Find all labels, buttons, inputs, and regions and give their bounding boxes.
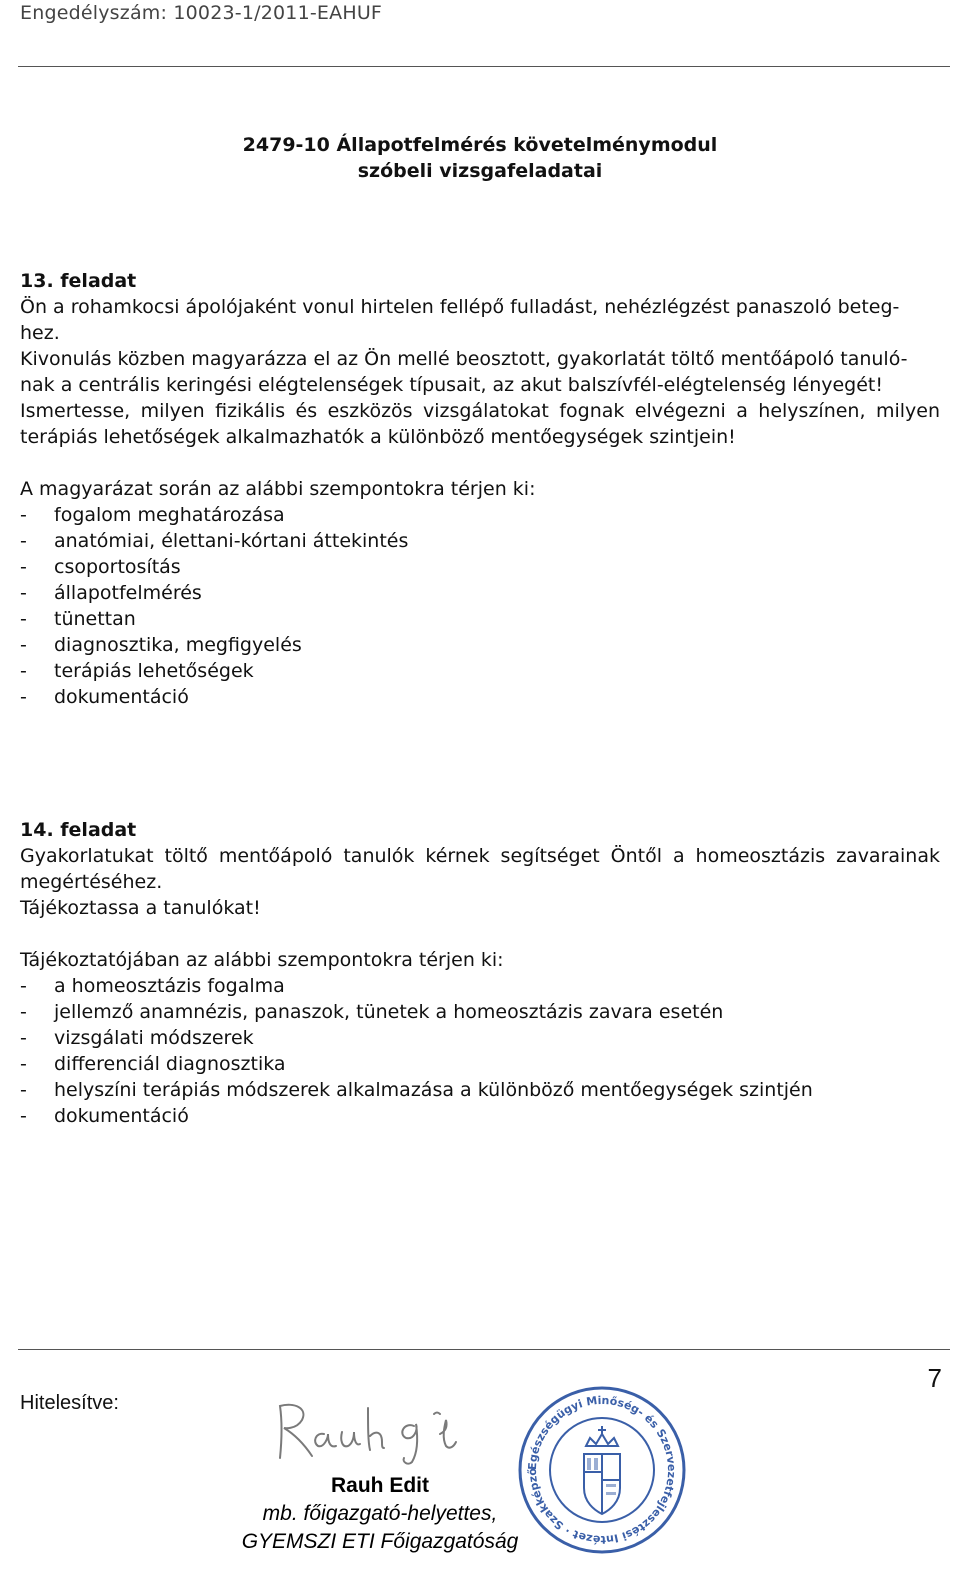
task-13-paragraph-1: [20, 294, 940, 398]
task-13-paragraph-2: Ismertesse, milyen fizikális és eszközös vizsgálatokat fognak elvégezni a helyszínen, milyen terápiás lehetőségek alkalmazhatók a különböző mentőegységek szintjein!: [20, 400, 940, 448]
task-13-line: Kivonulás közben magyarázza el az Ön mellé beosztott, gyakorlatát töltő mentőápoló tanuló-: [20, 348, 908, 370]
task-14: [20, 817, 940, 1129]
task-13-line: Ön a rohamkocsi ápolójaként vonul hirtelen fellépő fulladást, nehézlégzést panaszoló beteg-: [20, 296, 900, 318]
list-item: - anatómiai, élettani-kórtani áttekintés: [20, 530, 409, 552]
license-number: Engedélyszám: 10023-1/2011-EAHUF: [20, 2, 383, 24]
list-item: - a homeosztázis fogalma: [20, 975, 285, 997]
footer-divider: [18, 1349, 950, 1350]
svg-text:Egészségügyi Minőség- és Szerv: Egészségügyi Minőség- és Szervezetfejlesztési Intézet · Szakképző: [525, 1393, 679, 1547]
title-line-1: 2479-10 Állapotfelmérés követelménymodul: [242, 134, 718, 156]
task-14-paragraph-2: Tájékoztassa a tanulókat!: [20, 897, 261, 919]
task-14-paragraph-1: Gyakorlatukat töltő mentőápoló tanulók kérnek segítséget Öntől a homeosztázis zavarainak megértéséhez.: [20, 845, 940, 893]
signer-role: mb. főigazgató-helyettes,: [262, 1502, 498, 1525]
list-item: - tünettan: [20, 608, 136, 630]
list-item: - diagnosztika, megfigyelés: [20, 634, 302, 656]
list-item: - terápiás lehetőségek: [20, 660, 254, 682]
task-13-list: [20, 502, 940, 710]
list-item: - csoportosítás: [20, 556, 181, 578]
task-13-intro: A magyarázat során az alábbi szempontokra térjen ki:: [20, 478, 536, 500]
signer-name: Rauh Edit: [331, 1474, 429, 1497]
list-item: - fogalom meghatározása: [20, 504, 285, 526]
task-13: [20, 268, 940, 710]
signer-block: [200, 1472, 560, 1556]
list-item: - dokumentáció: [20, 686, 189, 708]
task-13-title: 13. feladat: [20, 270, 137, 292]
task-14-title: 14. feladat: [20, 819, 137, 841]
handwritten-signature: [268, 1398, 468, 1472]
list-item: - jellemző anamnézis, panaszok, tünetek a homeosztázis zavara esetén: [20, 1001, 724, 1023]
header-divider: [18, 66, 950, 67]
page-number: 7: [927, 1363, 942, 1393]
task-14-list: [20, 973, 940, 1129]
official-stamp: [516, 1384, 688, 1560]
task-14-intro: Tájékoztatójában az alábbi szempontokra térjen ki:: [20, 949, 504, 971]
list-item: - vizsgálati módszerek: [20, 1027, 254, 1049]
signer-org: GYEMSZI ETI Főigazgatóság: [241, 1530, 519, 1553]
task-13-line: nak a centrális keringési elégtelenségek típusait, az akut balszívfél-elégtelenség lényegét!: [20, 374, 883, 396]
task-13-line: hez.: [20, 322, 60, 344]
title-line-2: szóbeli vizsgafeladatai: [357, 160, 603, 182]
list-item: - differenciál diagnosztika: [20, 1053, 286, 1075]
document-title: [0, 132, 960, 184]
list-item: - dokumentáció: [20, 1105, 189, 1127]
certified-label: Hitelesítve:: [20, 1392, 119, 1414]
list-item: - állapotfelmérés: [20, 582, 202, 604]
list-item: - helyszíni terápiás módszerek alkalmazása a különböző mentőegységek szintjén: [20, 1079, 813, 1101]
